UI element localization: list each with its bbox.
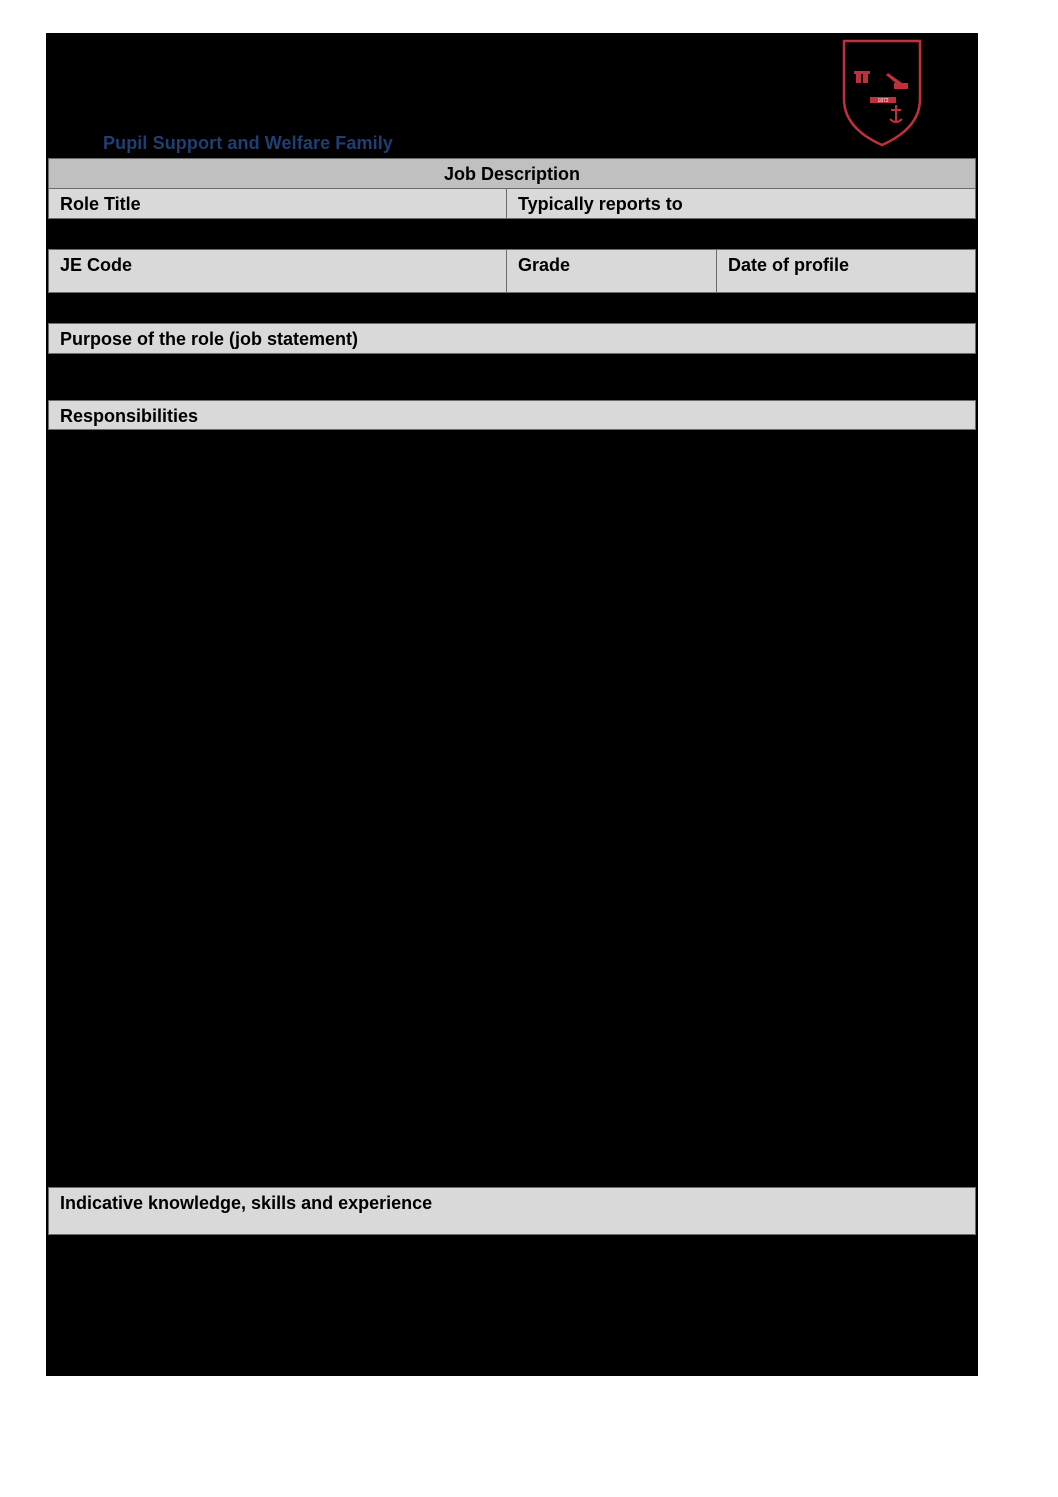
job-description-band: Job Description — [48, 158, 976, 190]
grade-label: Grade — [506, 249, 717, 293]
reports-to-label: Typically reports to — [506, 188, 976, 219]
je-code-label: JE Code — [48, 249, 507, 293]
school-crest-logo — [840, 37, 926, 147]
purpose-label: Purpose of the role (job statement) — [48, 323, 976, 354]
family-title: Pupil Support and Welfare Family — [103, 133, 393, 153]
document-page — [46, 33, 978, 1376]
role-title-label: Role Title — [48, 188, 507, 219]
crest-year: 1872 — [877, 98, 889, 104]
date-of-profile-label: Date of profile — [716, 249, 976, 293]
responsibilities-label: Responsibilities — [48, 400, 976, 430]
knowledge-skills-label: Indicative knowledge, skills and experience — [48, 1187, 976, 1235]
